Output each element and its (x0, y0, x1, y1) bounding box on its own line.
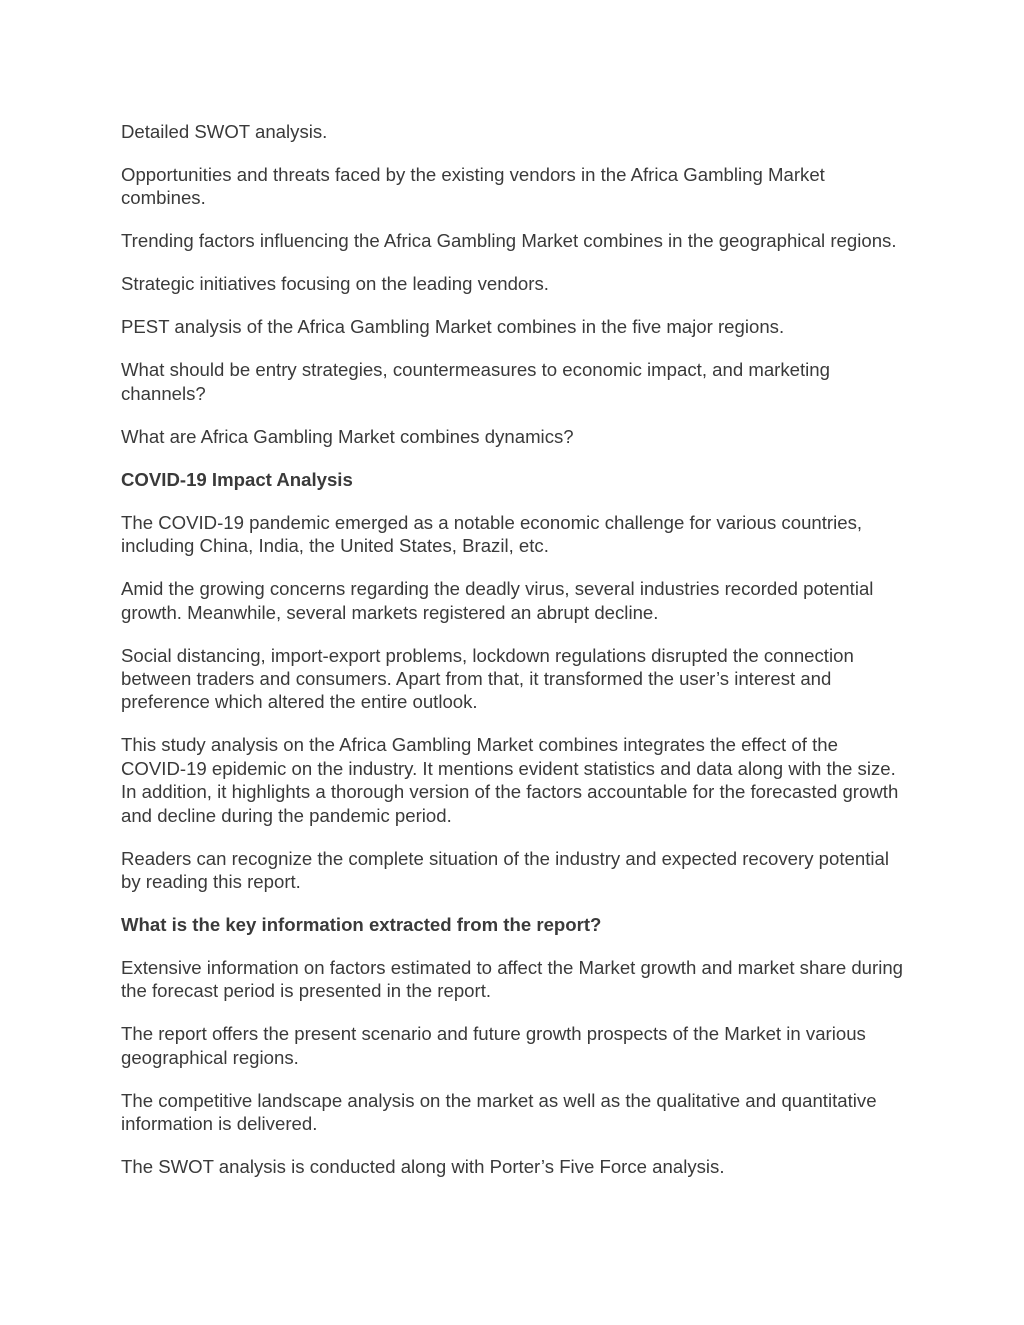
paragraph: Detailed SWOT analysis. (121, 121, 328, 142)
paragraph: Trending factors influencing the Africa Gambling Market combines in the geographical regions. (121, 230, 897, 252)
paragraph: The report offers the present scenario and future growth prospects of the Market in various geographical regions. (121, 1023, 866, 1068)
paragraph: This study analysis on the Africa Gambling Market combines integrates the effect of the COVID-19 epidemic on the industry. It mentions evident statistics and data along with the size. In addition, it highlights a thorough version of the factors accountable for the forecasted growth and decline during the pandemic period. (121, 734, 899, 826)
document-body (121, 120, 906, 1198)
paragraph: Extensive information on factors estimated to affect the Market growth and market share during the forecast period is presented in the report. (121, 957, 904, 1002)
paragraph: What are Africa Gambling Market combines dynamics? (121, 425, 574, 447)
paragraph: Strategic initiatives focusing on the leading vendors. (121, 273, 549, 295)
paragraph: Amid the growing concerns regarding the deadly virus, several industries recorded potential growth. Meanwhile, several markets registered an abrupt decline. (121, 578, 874, 623)
section-heading-covid-impact: COVID-19 Impact Analysis (121, 468, 353, 490)
paragraph: Social distancing, import-export problems, lockdown regulations disrupted the connection between traders and consumers. Apart from that, it transformed the user’s interest and preference which altered the entire outlook. (121, 644, 854, 713)
paragraph: Readers can recognize the complete situation of the industry and expected recovery potential by reading this report. (121, 847, 889, 893)
paragraph: Opportunities and threats faced by the existing vendors in the Africa Gambling Market combines. (121, 164, 825, 209)
paragraph: The competitive landscape analysis on the market as well as the qualitative and quantitative information is delivered. (121, 1089, 877, 1135)
section-heading-key-information: What is the key information extracted from the report? (121, 914, 602, 936)
paragraph: The SWOT analysis is conducted along with Porter’s Five Force analysis. (121, 1156, 725, 1178)
paragraph: PEST analysis of the Africa Gambling Market combines in the five major regions. (121, 316, 785, 338)
paragraph: What should be entry strategies, countermeasures to economic impact, and marketing channels? (121, 359, 830, 404)
paragraph: The COVID-19 pandemic emerged as a notable economic challenge for various countries, including China, India, the United States, Brazil, etc. (121, 511, 863, 557)
